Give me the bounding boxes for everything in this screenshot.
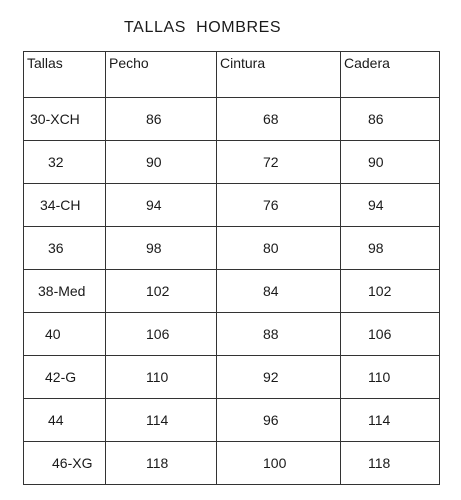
cell-cintura: 96 [217,399,341,442]
cell-cadera: 98 [341,227,440,270]
cell-cadera: 110 [341,356,440,399]
header-cintura: Cintura [217,52,341,98]
cell-pecho: 110 [106,356,217,399]
cell-pecho: 90 [106,141,217,184]
cell-cintura: 84 [217,270,341,313]
cell-cintura: 88 [217,313,341,356]
header-pecho: Pecho [106,52,217,98]
page-title: TALLAS HOMBRES [124,19,282,36]
cell-talla: 36 [24,227,106,270]
table-row [24,227,440,270]
cell-pecho: 106 [106,313,217,356]
cell-cadera: 118 [341,442,440,485]
table-row [24,313,440,356]
cell-cadera: 106 [341,313,440,356]
header-tallas: Tallas [24,52,106,98]
table-row [24,141,440,184]
cell-talla: 30-XCH [24,98,106,141]
cell-cintura: 76 [217,184,341,227]
cell-pecho: 94 [106,184,217,227]
cell-cadera: 94 [341,184,440,227]
cell-talla: 44 [24,399,106,442]
cell-cintura: 92 [217,356,341,399]
cell-cintura: 72 [217,141,341,184]
cell-pecho: 86 [106,98,217,141]
size-chart-table [23,51,440,485]
cell-pecho: 118 [106,442,217,485]
cell-cadera: 114 [341,399,440,442]
cell-talla: 46-XG [24,442,106,485]
cell-talla: 42-G [24,356,106,399]
table-row [24,184,440,227]
table-row [24,399,440,442]
cell-pecho: 98 [106,227,217,270]
table-row [24,270,440,313]
cell-pecho: 114 [106,399,217,442]
cell-cadera: 102 [341,270,440,313]
cell-cintura: 100 [217,442,341,485]
cell-talla: 38-Med [24,270,106,313]
table-row [24,442,440,485]
cell-talla: 40 [24,313,106,356]
cell-talla: 34-CH [24,184,106,227]
cell-cintura: 68 [217,98,341,141]
cell-pecho: 102 [106,270,217,313]
cell-cadera: 90 [341,141,440,184]
table-header-row [24,52,440,98]
table-row [24,98,440,141]
header-cadera: Cadera [341,52,440,98]
cell-cintura: 80 [217,227,341,270]
table-row [24,356,440,399]
cell-cadera: 86 [341,98,440,141]
cell-talla: 32 [24,141,106,184]
